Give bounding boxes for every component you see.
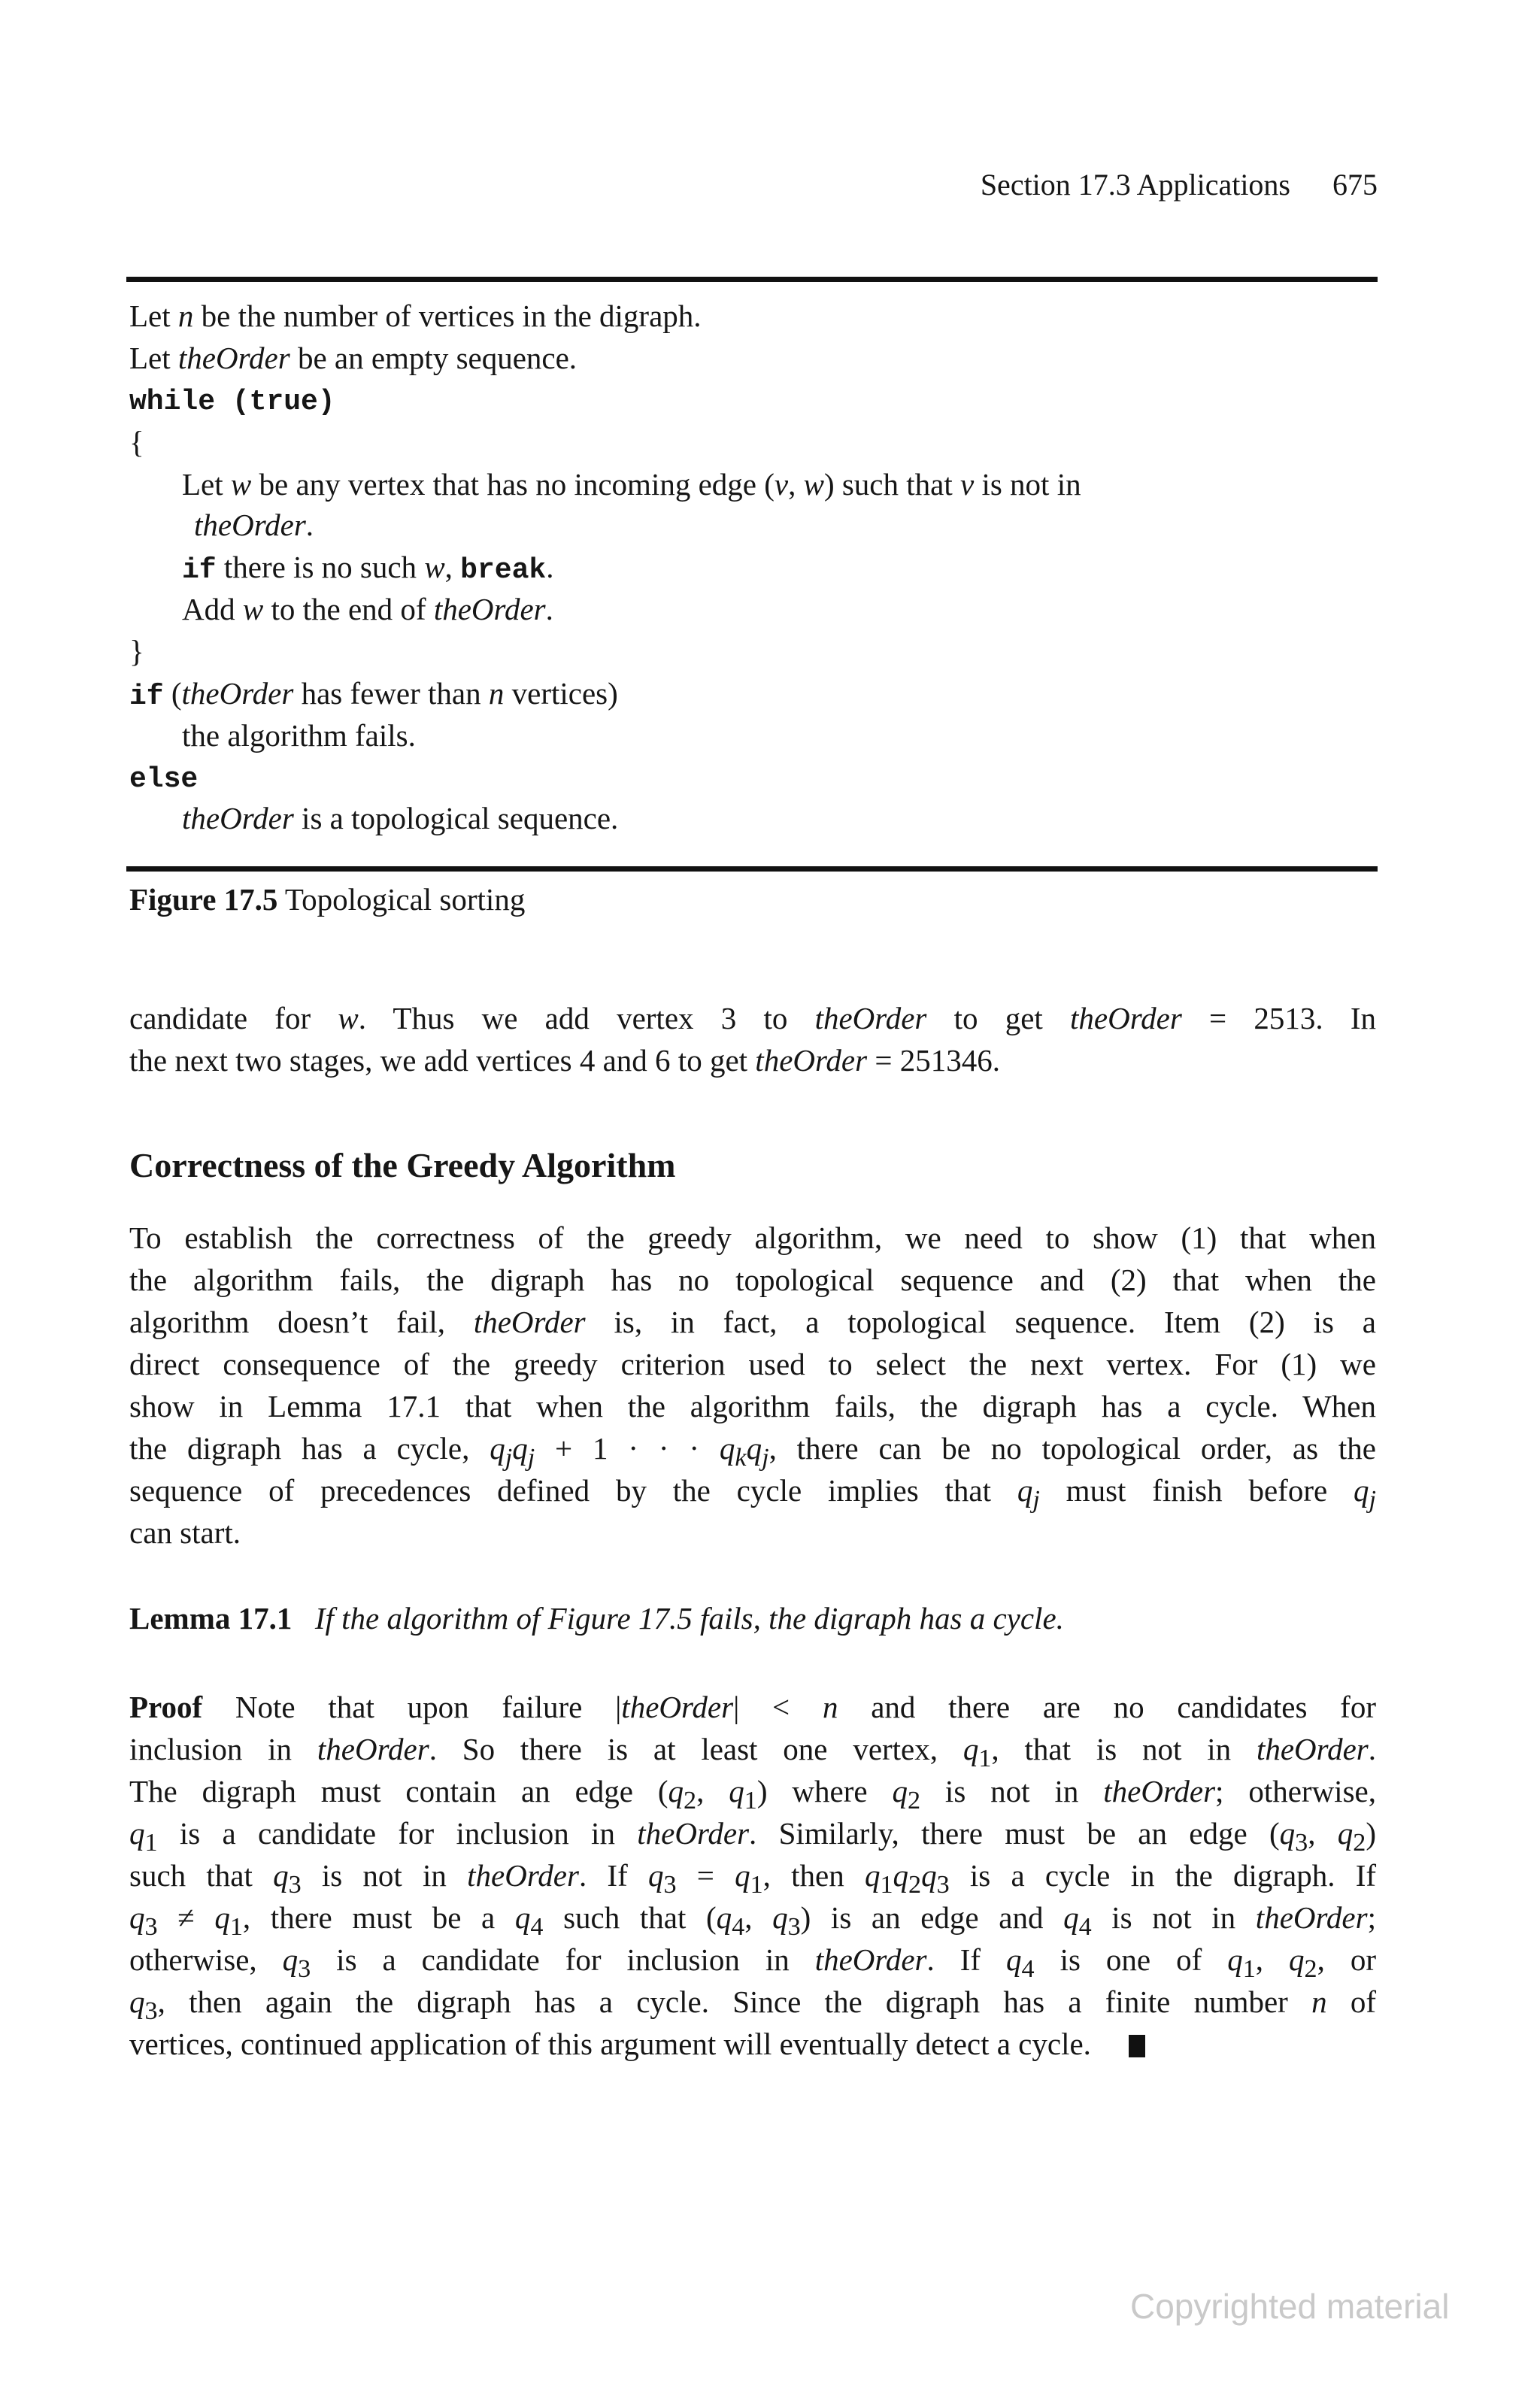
body-line: vertices, continued application of this argument will eventually detect a cycle. <box>129 2023 1145 2065</box>
body-line: To establish the correctness of the greedy algorithm, we need to show (1) that when <box>129 1220 1376 1255</box>
qed-square-icon <box>1129 2035 1145 2057</box>
running-header <box>981 167 1378 202</box>
body-line: sequence of precedences defined by the cycle implies that $q_j$ must finish before $q_j$ <box>129 1473 1376 1514</box>
figure-top-rule <box>126 277 1378 282</box>
algo-line: Let theOrder be an empty sequence. <box>129 341 578 375</box>
figure-caption <box>129 881 525 917</box>
lemma-text: If the algorithm of Figure 17.5 fails, the digraph has a cycle. <box>314 1601 1064 1636</box>
section-heading: Correctness of the Greedy Algorithm <box>129 1146 676 1184</box>
section-title: Section 17.3 Applications <box>980 168 1290 202</box>
algo-line: Let w be any vertex that has no incoming edge (v, w) such that v is not in <box>182 467 1081 502</box>
body-line: show in Lemma 17.1 that when the algorithm fails, the digraph has a cycle. When <box>129 1389 1376 1423</box>
figure-label: Figure 17.5 <box>129 882 278 917</box>
body-line: otherwise, $q_3$ is a candidate for inclusion in theOrder. If $q_4$ is one of $q_1$, $q_2$, or <box>129 1942 1376 1984</box>
body-line: $q_3 \ne q_1$, there must be a $q_4$ such that ($q_4$, $q_3$) is an edge and $q_4$ is not in theOrder; <box>129 1900 1376 1942</box>
body-line: the next two stages, we add vertices 4 and 6 to get theOrder = 251346. <box>129 1043 1000 1078</box>
body-line: direct consequence of the greedy criterion used to select the next vertex. For (1) we <box>129 1347 1376 1381</box>
algo-line: Add w to the end of theOrder. <box>182 592 553 626</box>
algo-line: theOrder is a topological sequence. <box>182 801 619 835</box>
body-line: $q_1$ is a candidate for inclusion in theOrder. Similarly, there must be an edge ($q_3$, $q_2$) <box>129 1816 1376 1857</box>
algo-line: the algorithm fails. <box>182 718 416 753</box>
watermark: Copyrighted material <box>1130 2287 1450 2326</box>
body-line: such that $q_3$ is not in theOrder. If $q_3 = q_1$, then $q_1q_2q_3$ is a cycle in the digraph. If <box>129 1858 1377 1899</box>
lemma-label: Lemma 17.1 <box>129 1601 293 1636</box>
algo-line: { <box>129 425 144 459</box>
body-line: Proof Note that upon failure |theOrder| < n and there are no candidates for <box>129 1690 1376 1724</box>
lemma <box>129 1597 1064 1639</box>
algo-line: if there is no such w, break. <box>182 550 554 587</box>
body-line: $q_3$, then again the digraph has a cycle. Since the digraph has a finite number n of <box>129 1984 1376 2026</box>
algo-line: while (true) <box>129 386 335 418</box>
algo-line: theOrder. <box>194 508 314 542</box>
body-line: can start. <box>129 1515 241 1550</box>
body-line: algorithm doesn’t fail, theOrder is, in fact, a topological sequence. Item (2) is a <box>129 1305 1376 1339</box>
body-line: the algorithm fails, the digraph has no topological sequence and (2) that when the <box>129 1263 1376 1297</box>
body-line: The digraph must contain an edge ($q_2$, $q_1$) where $q_2$ is not in theOrder; otherwise, <box>129 1774 1376 1815</box>
figure-caption-text: Topological sorting <box>284 882 526 917</box>
body-line: the digraph has a cycle, $q_jq_j + 1$ · · · $q_kq_j$, there can be no topological order, as the <box>129 1431 1376 1472</box>
page-number: 675 <box>1332 168 1378 202</box>
body-line: candidate for w. Thus we add vertex 3 to theOrder to get theOrder = 2513. In <box>129 1001 1376 1035</box>
body-line: inclusion in theOrder. So there is at least one vertex, $q_1$, that is not in theOrder. <box>129 1732 1377 1773</box>
figure-bottom-rule <box>126 866 1378 872</box>
algo-line: if (theOrder has fewer than n vertices) <box>129 676 618 713</box>
algo-line: else <box>129 763 199 796</box>
proof-label: Proof <box>129 1690 203 1724</box>
algo-line: } <box>129 634 144 669</box>
algo-line: Let n be the number of vertices in the digraph. <box>129 299 702 333</box>
